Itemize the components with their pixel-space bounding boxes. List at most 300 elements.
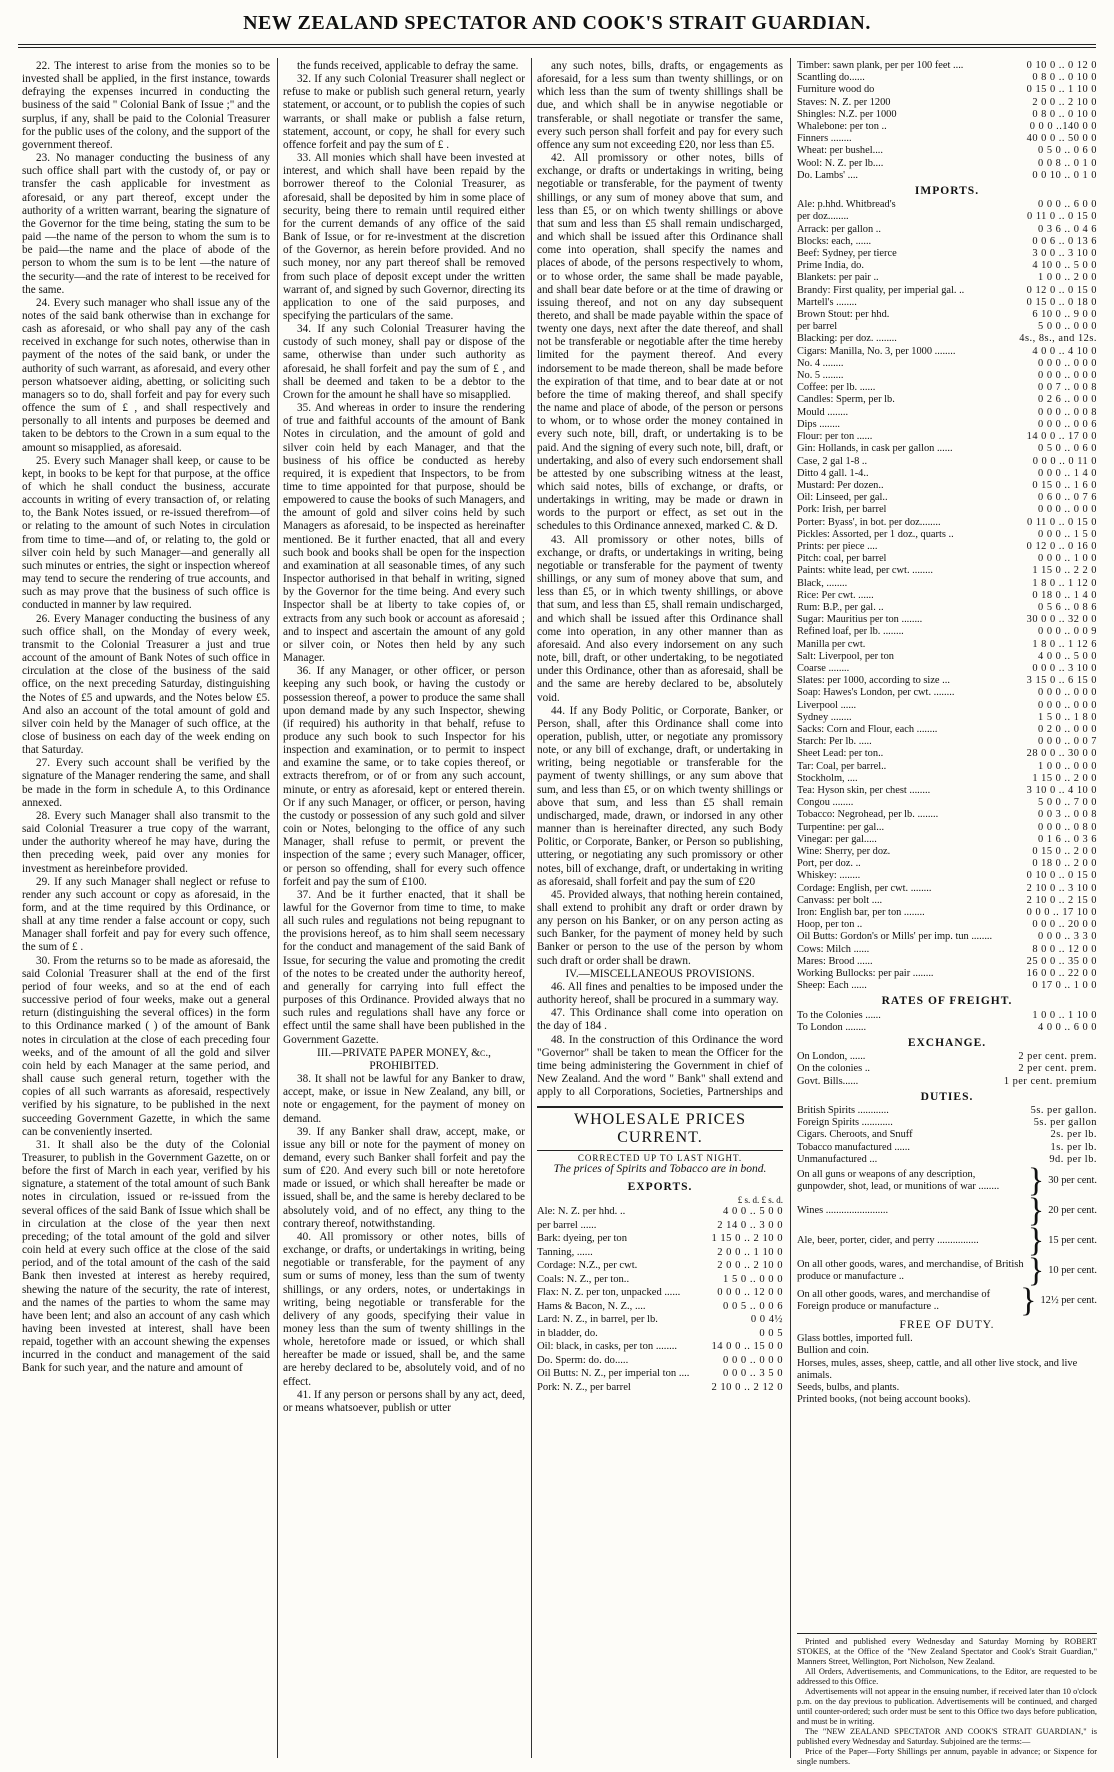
price-item-label: Black, ........ — [797, 577, 848, 589]
imprint-paragraph: All Orders, Advertisements, and Communications, to the Editor, are requested to be addressed to this Office. — [797, 1667, 1097, 1686]
price-item-value: 0 0 0 .. 0 0 8 — [1038, 406, 1097, 418]
price-item-value: 0 15 0 .. 1 10 0 — [1026, 84, 1097, 96]
price-item-label: Whiskey: ........ — [797, 870, 861, 882]
price-item-value: 0 0 4½ — [750, 1314, 783, 1325]
price-row — [797, 944, 1097, 956]
duty-group-items: On all other goods, wares, and merchandise, of British produce or manufacture .. — [797, 1258, 1024, 1283]
price-item-value: 0 0 0 .. 20 0 0 — [1032, 919, 1097, 931]
price-item-value: 0 0 0 .. 0 0 0 — [1038, 357, 1097, 369]
price-item-value: 2 per cent. prem. — [1018, 1063, 1097, 1075]
price-item-label: Ale: p.hhd. Whitbread's — [797, 199, 896, 211]
price-row — [797, 285, 1097, 297]
price-item-label: Canvass: per bolt .... — [797, 894, 883, 906]
price-item-value: 8 0 0 .. 12 0 0 — [1032, 943, 1097, 955]
price-item-label: Rice: Per cwt. ...... — [797, 589, 874, 601]
ordinance-paragraph: 36. If any Manager, or other officer, or person keeping any such book, or having the custody or possession thereof, a power to produce the same shall upon demand made by any such Inspector, shewing (if required) his authority in that behalf, refuse to produce any such book to such Inspector for his inspection and examination, or to permit to inspect and examine the same, or to take copies thereof, or extracts therefrom, or of or from any such account, minute, or entry as aforesaid, kept or entered therein. Or if any such Manager, or officer, or person, having the custody or possession of any such gold and silver coin or Notes, belonging to the office of any such Manager, shall refuse to permit, or prevent the inspection of the same ; every such Manager, officer, or person so offending, shall for every such offence forfeit and pay the sum of £100. — [283, 665, 525, 888]
price-item-label: To the Colonies ...... — [797, 1009, 881, 1021]
price-row — [797, 809, 1097, 821]
imports-list — [797, 199, 1097, 992]
price-row — [797, 1063, 1097, 1075]
price-item-label: Starch: Per lb. ..... — [797, 736, 872, 748]
price-item-label: Wool: N. Z. per lb.... — [797, 157, 884, 169]
price-item-label: Manilla per cwt. — [797, 638, 866, 650]
price-item-value: 4 0 0 .. 5 0 0 — [723, 1206, 783, 1217]
ordinance-paragraph: 27. Every such account shall be verified by the signature of the Manager rendering the same, and shall be made in the form in schedule A, to this Ordinance annexed. — [22, 757, 270, 809]
price-item-value: 1 15 0 .. 2 2 0 — [1032, 565, 1097, 577]
duty-group — [797, 1222, 1097, 1260]
duty-rate: 20 per cent. — [1048, 1204, 1097, 1216]
free-item: Printed books, (not being account books). — [797, 1394, 971, 1406]
price-item-label: Sugar: Mauritius per ton ........ — [797, 614, 923, 626]
price-item-label: Pork: N. Z., per barrel — [537, 1381, 631, 1393]
price-row — [797, 109, 1097, 121]
price-item-value: 0 0 0 .. 1 0 0 — [1038, 553, 1097, 565]
price-item-value: 0 0 0 .. 0 0 0 — [723, 1354, 783, 1366]
duty-group-items: On all guns or weapons of any description, gunpowder, shot, lead, or munitions of war ........ — [797, 1168, 1000, 1193]
price-row — [797, 456, 1097, 468]
price-item-label: Wheat: per bushel.... — [797, 145, 883, 157]
column-divider — [277, 58, 278, 1758]
price-item-value: 14 0 0 .. 15 0 0 — [711, 1341, 783, 1352]
price-row — [797, 883, 1097, 895]
price-item-label: To London ........ — [797, 1021, 867, 1033]
duty-group-items: Wines ........................ — [797, 1204, 889, 1216]
price-row — [797, 1022, 1097, 1034]
price-item-value: 0 0 8 .. 0 1 0 — [1038, 157, 1097, 169]
price-row — [797, 773, 1097, 785]
ordinance-column-2 — [283, 60, 525, 1760]
price-item-value: 1 15 0 .. 2 0 0 — [1032, 772, 1097, 784]
price-row — [537, 1327, 783, 1341]
price-item-value: 0 5 6 .. 0 8 6 — [1038, 601, 1097, 613]
price-item-label: Pickles: Assorted, per 1 doz., quarts .. — [797, 528, 954, 540]
price-row — [797, 1010, 1097, 1022]
price-row — [797, 541, 1097, 553]
price-item-value: 0 0 6 .. 0 13 6 — [1032, 235, 1097, 247]
price-item-label: Ditto 4 gall. 1-4.. — [797, 467, 869, 479]
ordinance-paragraph: 28. Every such Manager shall also transmit to the said Colonial Treasurer a true copy of the warrant, under the authority whereof he may have, during the then preceding week, paid over any monies for investment as hereinbefore provided. — [22, 809, 270, 875]
price-item-label: Case, 2 gal 1-8 .. — [797, 455, 868, 467]
price-item-value: 2 0 0 .. 1 10 0 — [717, 1246, 783, 1258]
ordinance-paragraph: 44. If any Body Politic, or Corporate, Banker, or Person, shall, after this Ordinance shall come into operation, publish, utter, or negotiate any promissory note, or any bill of exchange, draft, or undertaking in writing, being negotiable or transferable for the payment of twenty shillings, or any sum above that sum, and less than £5, or on which twenty shillings or above that sum, and less than £5 shall remain undischarged, made, drawn, or indorsed in any other manner than is hereinafter directed, any such Body Politic, or Corporate, Banker, or Person so publishing, uttering, or negotiating any such promissory or other notes, bill of exchange, draft, or undertaking in writing as aforesaid, shall forfeit and pay the sum of £20 — [537, 704, 783, 888]
duty-groups — [797, 1162, 1097, 1320]
price-item-value: 0 0 0 .. 0 11 0 — [1032, 455, 1097, 467]
price-row — [797, 60, 1097, 72]
ordinance-paragraph: 37. And be it further enacted, that it shall be lawful for the Governor from time to time, to make all such rules and regulations not being repugnant to the provisions hereof, as to him shall seem necessary for the conduct and management of the said Bank of Issue, for securing the value and promoting the credit of the notes to be created under the authority hereof, and generally for carrying into full effect the purposes of this Ordinance. Provided always that no such rules and regulations shall have any force or effect until the same shall have been published in the Government Gazette. — [283, 888, 525, 1046]
ordinance-paragraph: 22. The interest to arise from the monies so to be invested shall be applied, in the first instance, towards defraying the expenses incurred in conducting the business of the said " Colonial Bank of Issue ;" and the surplus, if any, shall be paid to the Colonial Treasurer for the public uses of the colony, and the support of the government thereof. — [22, 60, 270, 151]
price-item-value: 0 17 0 .. 1 0 0 — [1032, 980, 1097, 992]
price-item-value: 0 15 0 .. 2 0 0 — [1032, 846, 1097, 857]
price-item-label: Cordage: English, per cwt. ........ — [797, 882, 932, 894]
price-row — [797, 895, 1097, 907]
price-row — [797, 72, 1097, 84]
price-row — [797, 590, 1097, 602]
price-row — [797, 84, 1097, 96]
ordinance-paragraph: 42. All promissory or other notes, bills of exchange, or drafts or undertakings in writing, being negotiable or transferable, for the payment of twenty shillings, or any sum of money above that sum, and less than £5, or on which twenty shillings or above that sum and less than £5 shall remain undischarged, and which shall be issued after this Ordinance shall come into operation, shall specify the names and places of abode, of the persons respectively to whom, or to whose order, the same shall be made payable, and shall bear date before or at the time of drawing or issuing thereof, and not on any day subsequent thereto, and shall be made payable within the space of twenty one days, next after the date thereof, and shall not be transferable or negotiable after the time hereby limited for the payment thereof. And every indorsement to be made thereon, shall be made before the expiration of that time, and to bear date at or not before the time of making thereof, and shall specify the name and place of abode, of the person or persons to whom, or to whose order the money contained in every such note, bill, draft, or undertaking is to be paid. And the signing of every such note, bill, draft, or undertaking, and also of every such endorsement shall be attested by one subscribing witness at the least, which said notes, bills of exchange, or drafts, or undertakings in writing, may be made or drawn in words to the purport or effect, as set out in the schedules to this Ordinance annexed, marked C. & D. — [537, 152, 783, 533]
price-row — [797, 346, 1097, 358]
price-row — [797, 272, 1097, 284]
price-row — [797, 370, 1097, 382]
price-item-value: 16 0 0 .. 22 0 0 — [1026, 968, 1097, 980]
price-item-label: Cows: Milch ...... — [797, 943, 870, 955]
price-item-label: Pitch: coal, per barrel — [797, 553, 887, 565]
price-row — [797, 145, 1097, 157]
price-item-label: Ale: N. Z. per hhd. .. — [537, 1206, 626, 1217]
price-row — [797, 260, 1097, 272]
price-item-label: On London, ...... — [797, 1051, 866, 1063]
price-item-label: Tobacco manufactured ...... — [797, 1141, 910, 1153]
masthead-title: NEW ZEALAND SPECTATOR AND COOK'S STRAIT GUARDIAN. — [243, 12, 871, 34]
price-item-value: 0 10 0 .. 0 15 0 — [1026, 870, 1097, 882]
price-item-label: Stockholm, .... — [797, 772, 858, 784]
price-row — [797, 834, 1097, 846]
price-row — [797, 956, 1097, 968]
price-item-label: Furniture wood do — [797, 84, 875, 96]
price-row — [797, 321, 1097, 333]
price-item-value: 2 14 0 .. 3 0 0 — [717, 1219, 783, 1231]
price-item-label: Do. Sperm: do. do..... — [537, 1354, 629, 1366]
price-item-value: 1 15 0 .. 2 10 0 — [711, 1233, 783, 1244]
price-item-value: 2 per cent. prem. — [1018, 1051, 1097, 1063]
price-item-value: 0 0 5 .. 0 0 6 — [723, 1300, 783, 1312]
price-row — [797, 761, 1097, 773]
price-item-value: 0 0 0 .. 0 8 0 — [1038, 821, 1097, 833]
price-row — [797, 700, 1097, 712]
price-item-label: Tea: Hyson skin, per chest ........ — [797, 784, 931, 796]
price-row — [797, 858, 1097, 870]
price-item-value: 0 5 0 .. 0 6 0 — [1038, 145, 1097, 157]
price-row — [797, 736, 1097, 748]
price-row — [797, 639, 1097, 651]
price-item-label: Mustard: Per dozen.. — [797, 479, 884, 491]
price-item-value: 0 0 3 .. 0 0 8 — [1038, 809, 1097, 821]
price-item-value: 0 0 0 .. 12 0 0 — [717, 1287, 783, 1298]
price-item-label: Vinegar: per gal..... — [797, 833, 877, 845]
price-item-label: Hams & Bacon, N. Z., .... — [537, 1300, 646, 1312]
price-item-label: Staves: N. Z. per 1200 — [797, 96, 891, 108]
imports-heading: IMPORTS. — [914, 185, 980, 198]
imprint-paragraph: Advertisements will not appear in the ensuing number, if received later than 10 o'clock p.m. on the day previous to publication. Advertisements will be continued, and charged until counter-ordered; such order must be sent to this Office two days before publication, and must be in writing. — [797, 1687, 1097, 1726]
freight-heading: RATES OF FREIGHT. — [881, 995, 1013, 1008]
price-row — [797, 931, 1097, 943]
price-row — [797, 748, 1097, 760]
price-item-value: 3 15 0 .. 6 15 0 — [1026, 675, 1097, 687]
brace-glyph: } — [1027, 1222, 1045, 1260]
price-item-value: 0 15 0 .. 1 6 0 — [1032, 479, 1097, 491]
price-item-value: 0 0 0 .. 0 0 0 — [1038, 370, 1097, 382]
price-item-value: 5 0 0 .. 7 0 0 — [1038, 797, 1097, 809]
price-item-value: 1s. per lb. — [1050, 1141, 1097, 1153]
price-item-value: 0 11 0 .. 0 15 0 — [1027, 211, 1097, 223]
column-divider — [790, 58, 791, 1758]
freight-list — [797, 1010, 1097, 1034]
price-item-label: Sheet Lead: per ton.. — [797, 748, 884, 760]
price-item-value: 30 0 0 .. 32 0 0 — [1026, 614, 1097, 626]
price-item-value: 0 0 0 ..140 0 0 — [1029, 121, 1097, 133]
price-item-label: Dips ........ — [797, 418, 841, 430]
ordinance-paragraph: 43. All promissory or other notes, bills of exchange, or drafts, or undertakings in writing, being negotiable or transferable for the payment of twenty shillings, or any sum of money above that sum, and less than £5, or in which twenty shillings, or above that sum, and less than £5, shall remain undischarged, and which shall be issued after this Ordinance shall come into operation, in any other manner than as aforesaid. And also every indorsement on any such note, bill, draft, or other undertaking, to be negotiated under this Ordinance, other than as aforesaid, shall be and the same are hereby declared to be, absolutely void. — [537, 533, 783, 704]
price-item-label: Congou ........ — [797, 797, 854, 809]
prices-column-4 — [797, 60, 1097, 1407]
brace-glyph: } — [1027, 1162, 1045, 1200]
price-item-label: Oil Butts: N. Z., per imperial ton .... — [537, 1368, 690, 1379]
ordinance-paragraph: 46. All fines and penalties to be imposed under the authority hereof, shall be procured in a summary way. — [537, 980, 783, 1007]
ordinance-column-1 — [22, 60, 270, 1760]
price-item-value: 2 0 0 .. 2 10 0 — [1032, 96, 1097, 108]
brace-glyph: } — [1027, 1192, 1045, 1230]
price-row — [797, 675, 1097, 687]
price-row — [797, 822, 1097, 834]
price-item-value: 2s. per lb. — [1050, 1129, 1097, 1141]
price-item-label: Flax: N. Z. per ton, unpacked ...... — [537, 1287, 681, 1298]
duty-group-items: Ale, beer, porter, cider, and perry ................ — [797, 1234, 979, 1246]
price-row — [797, 663, 1097, 675]
price-row — [797, 529, 1097, 541]
ordinance-paragraph: 26. Every Manager conducting the business of any such office shall, on the Monday of every week, transmit to the Colonial Treasurer a just and true account of the amount of Bank Notes of such office in circulation at the close of the business of the said office, on the next preceding Saturday, distinguishing the Notes of £5 and upwards, and the Notes below £5. And also an account of the total amount of gold and silver coin held by the Manager of such office, at the close of business on each day of the week ending on that Saturday. — [22, 612, 270, 757]
price-item-value: 0 3 6 .. 0 4 6 — [1038, 223, 1097, 235]
price-item-value: 0 11 0 .. 0 15 0 — [1027, 516, 1097, 528]
duty-group — [797, 1282, 1097, 1320]
price-item-value: 1 0 0 .. 0 0 0 — [1038, 760, 1097, 772]
price-item-label: Oil Butts: Gordon's or Mills' per imp. tun ........ — [797, 931, 993, 943]
price-item-label: Paints: white lead, per cwt. ........ — [797, 565, 933, 577]
price-item-label: Gin: Hollands, in cask per gallon ...... — [797, 443, 953, 455]
price-row — [797, 121, 1097, 133]
price-item-value: 0 0 10 .. 0 1 0 — [1032, 169, 1097, 181]
wholesale-note: The prices of Spirits and Tobacco are in bond. — [553, 1163, 767, 1175]
price-row — [797, 1051, 1097, 1063]
price-item-label: On the colonies .. — [797, 1063, 871, 1075]
exports-heading: EXPORTS. — [627, 1181, 693, 1193]
price-item-label: Prints: per piece .... — [797, 540, 878, 552]
price-item-value: 4 10 0 .. 5 0 0 — [1032, 260, 1097, 272]
ordinance-paragraph: 40. All promissory or other notes, bills of exchange, or drafts, or undertakings in writing, being negotiable or transferable, for the payment of any sum or sums of money, less than the sum of twenty shillings, or any orders, notes, or undertakings in writing, being negotiable or transferable for the delivery of any goods, specifying their value in money less than the sum of twenty shillings in the whole, heretofore made or issued, or which shall hereafter be made or issued, shall be, and the same are hereby declared to be, absolutely void, and of no effect. — [283, 1230, 525, 1388]
price-row — [797, 224, 1097, 236]
price-row — [797, 407, 1097, 419]
price-row — [537, 1354, 783, 1368]
price-item-label: No. 5 ........ — [797, 370, 844, 382]
price-item-label: Whalebone: per ton .. — [797, 121, 887, 133]
ordinance-paragraph: 30. From the returns so to be made as aforesaid, the said Colonial Treasurer shall at the end of the first period of four weeks, and so at the end of each successive period of four weeks, make out a general return (distinguishing the several offices) in the form to this Ordinance marked ( ) of the amount of Bank notes in circulation at the close of each preceding four weeks, and of the amount of all the gold and silver coin held by each Manager at the same period, and shall cause such general return, together with the copies of all such warrants as aforesaid, respectively verified by his signature, to be published in the next succeeding Government Gazette, in which the same can be conveniently inserted. — [22, 954, 270, 1138]
price-item-label: Sydney ........ — [797, 711, 852, 723]
price-item-label: Scantling do...... — [797, 72, 865, 84]
ordinance-paragraph: 25. Every such Manager shall keep, or cause to be kept, in books to be kept for that purpose, at the office of which he shall conduct the business, accurate accounts in writing of every transaction of, or relating to, the Bank Notes issued, or re-issued therefrom—of or relating to the amount of such Notes in circulation from time to time—and of, or relating to, the gold or silver coin held by such Manager—and generally all such minutes or entries, the sight or inspection whereof may tend to secure the rendering of true accounts, and such as may prove that the business of such office is conducted in manner by law required. — [22, 454, 270, 612]
price-item-label: per doz........ — [797, 211, 849, 223]
price-item-value: 25 0 0 .. 35 0 0 — [1026, 955, 1097, 967]
duty-rate: 15 per cent. — [1048, 1234, 1097, 1246]
price-row — [537, 1367, 783, 1381]
price-row — [537, 1340, 783, 1354]
price-item-value: 0 0 5 — [759, 1327, 783, 1339]
ordinance-paragraph: any such notes, bills, drafts, or engagements as aforesaid, for a less sum than twenty shillings, or on which less than the sum of twenty shillings shall be due, and which shall be in anywise negotiable or transferable, or shall negotiate or transfer the same, every such person shall forfeit and pay for every such offence any sum not exceeding £20, nor less than £5. — [537, 60, 783, 151]
price-item-label: per barrel — [797, 321, 838, 333]
price-row — [537, 1313, 783, 1327]
price-row — [797, 492, 1097, 504]
price-row — [797, 980, 1097, 992]
imprint-paragraph: Printed and published every Wednesday and Saturday Morning by ROBERT STOKES, at the Office of the "New Zealand Spectator and Cook's Strait Guardian," Manners Street, Wellington, Port Nicholson, New Zealand. — [797, 1637, 1097, 1666]
price-item-label: Liverpool ...... — [797, 699, 857, 711]
price-item-label: Flour: per ton ...... — [797, 431, 873, 443]
ordinance-paragraph: 29. If any such Manager shall neglect or refuse to render any such account or copy as aforesaid, in the form, and at the time required by this Ordinance, or shall at any time render a false account or copy, such Manager shall forfeit and pay for every such offence, the sum of £ . — [22, 875, 270, 954]
price-row — [797, 358, 1097, 370]
price-item-label: Tanning, ...... — [537, 1246, 593, 1258]
duty-rate: 10 per cent. — [1048, 1264, 1097, 1276]
masthead-rule — [18, 44, 1096, 45]
price-item-value: 0 0 0 .. 0 0 7 — [1038, 736, 1097, 748]
price-item-value: 0 10 0 .. 0 12 0 — [1026, 60, 1097, 71]
duty-group — [797, 1252, 1097, 1290]
price-item-value: 28 0 0 .. 30 0 0 — [1026, 748, 1097, 760]
price-item-value: 0 0 0 .. 6 0 0 — [1038, 199, 1097, 211]
price-row — [797, 1105, 1097, 1117]
price-item-label: Sacks: Corn and Flour, each ........ — [797, 723, 938, 735]
price-item-label: Cigars: Manilla, No. 3, per 1000 ........ — [797, 345, 956, 357]
price-item-label: No. 4 ........ — [797, 357, 844, 369]
price-row — [797, 199, 1097, 211]
price-item-value: 1 5 0 .. 0 0 0 — [723, 1273, 783, 1285]
exchange-heading: EXCHANGE. — [907, 1037, 987, 1050]
ordinance-paragraph: 33. All monies which shall have been invested at interest, and which shall have been repaid by the borrower thereof to the Colonial Treasurer, as aforesaid, shall be deposited by him in some place of security, being there to remain until required either for the current demands of any office of the said Bank of Issue, or for re-investment at the discretion of the Governor, as herein before provided. And no such money, nor any part thereof shall be removed from such place of deposit except under the written warrant of, and signed by such Governor, directing its application to one of the said purposes, and specifying the particulars of the same. — [283, 152, 525, 322]
price-item-label: Govt. Bills...... — [797, 1075, 859, 1087]
price-item-value: 0 5 0 .. 0 6 0 — [1038, 443, 1097, 455]
price-item-label: Brown Stout: per hhd. — [797, 309, 890, 321]
price-row — [797, 133, 1097, 145]
price-item-label: Soap: Hawes's London, per cwt. ........ — [797, 687, 955, 699]
price-row — [537, 1219, 783, 1233]
price-item-value: 3 10 0 .. 4 10 0 — [1026, 784, 1097, 796]
price-row — [537, 1259, 783, 1273]
ordinance-paragraph: 38. It shall not be lawful for any Banker to draw, accept, make, or issue in New Zealand, any bill, or note or engagement, for the payment of money on demand. — [283, 1073, 525, 1125]
ordinance-paragraph: 47. This Ordinance shall come into operation on the day of 184 . — [537, 1007, 783, 1033]
price-row — [797, 394, 1097, 406]
price-item-value: 3 0 0 .. 3 10 0 — [1032, 248, 1097, 260]
ordinance-column-3 — [537, 60, 783, 1100]
price-row — [797, 211, 1097, 223]
price-item-value: 0 18 0 .. 1 4 0 — [1032, 589, 1097, 601]
price-item-label: Turpentine: per gal... — [797, 821, 885, 833]
price-row — [797, 97, 1097, 109]
price-item-label: Martell's ........ — [797, 296, 857, 308]
ordinance-paragraph: 45. Provided always, that nothing herein contained, shall extend to prohibit any draft or order drawn by any person on his Banker, or on any person acting as such Banker, for the payment of money held by such Banker or person to the use of the person by whom such draft or order shall be drawn. — [537, 888, 783, 967]
price-row — [797, 382, 1097, 394]
price-item-value: 0 0 0 .. 3 3 0 — [1038, 931, 1097, 943]
price-row — [797, 626, 1097, 638]
ordinance-paragraph: 23. No manager conducting the business of any such office shall part with the custody of, or pay or transfer the cash applicable for investment as aforesaid, or any part thereof, except under the authority of a written warrant, bearing the signature of the Governor for the time being, stating the sum to be paid —the name of the person to whom the sum is to be paid—the name and the place of abode of the person to whom the sum is to be lent —the nature of the security—and the rate of interest to be received for the same. — [22, 152, 270, 296]
price-item-value: 1 0 0 .. 2 0 0 — [1038, 272, 1097, 284]
price-row — [797, 170, 1097, 182]
price-item-value: 2 10 0 .. 3 10 0 — [1026, 882, 1097, 894]
price-item-value: 0 0 0 .. 3 5 0 — [723, 1368, 783, 1379]
price-row — [797, 1154, 1097, 1166]
price-item-label: Finners ........ — [797, 133, 852, 145]
duty-rate: 30 per cent. — [1048, 1174, 1097, 1186]
price-item-label: Beef: Sydney, per tierce — [797, 248, 897, 260]
ordinance-paragraph: 32. If any such Colonial Treasurer shall neglect or refuse to make or publish such general return, yearly statement, or account, or to publish the copies of such warrants, or shall make or publish a false return, statement, account, or copy, he shall for every such offence forfeit and pay the sum of £ . — [283, 73, 525, 151]
price-item-value: 40 0 0 .. 50 0 0 — [1026, 133, 1097, 145]
price-item-label: in bladder, do. — [537, 1327, 598, 1339]
price-item-label: Coals: N. Z., per ton.. — [537, 1273, 630, 1285]
price-item-value: 1 0 0 .. 1 10 0 — [1032, 1009, 1097, 1021]
price-row — [797, 309, 1097, 321]
price-item-label: Rum: B.P., per gal. .. — [797, 601, 884, 613]
price-row — [797, 846, 1097, 858]
brace-glyph: } — [1020, 1282, 1037, 1320]
ordinance-paragraph: the funds received, applicable to defray the same. — [297, 60, 519, 72]
price-item-value: 9d. per lb. — [1049, 1153, 1097, 1165]
price-row — [797, 504, 1097, 516]
price-item-label: Pork: Irish, per barrel — [797, 504, 887, 516]
price-item-value: 0 15 0 .. 0 18 0 — [1026, 296, 1097, 308]
duty-rate: 12½ per cent. — [1040, 1294, 1097, 1306]
price-row — [797, 419, 1097, 431]
price-item-value: 0 0 0 .. 17 10 0 — [1026, 907, 1097, 919]
price-item-value: 2 10 0 .. 2 12 0 — [711, 1381, 783, 1393]
price-item-label: Mould ........ — [797, 406, 849, 418]
price-row — [797, 724, 1097, 736]
price-item-value: 1 8 0 .. 1 12 6 — [1032, 638, 1097, 650]
brace-glyph: } — [1027, 1252, 1045, 1290]
price-row — [537, 1232, 783, 1246]
price-item-label: Coarse ........ — [797, 662, 850, 674]
duty-group-items: On all other goods, wares, and merchandise of Foreign produce or manufacture .. — [797, 1288, 991, 1313]
price-row — [537, 1273, 783, 1287]
price-item-label: Blocks: each, ...... — [797, 235, 872, 247]
price-item-value: 0 2 6 .. 0 0 0 — [1038, 394, 1097, 406]
price-row — [797, 712, 1097, 724]
ordinance-paragraph: 39. If any Banker shall draw, accept, make, or issue any bill or note for the payment of money on demand, every such Banker shall forfeit and pay the sum of £20. And every such bill or note heretofore made or issued, or which shall hereafter be made or issued, shall be, and the same is hereby declared to be absolutely void, and of no effect, any thing to the contrary thereof, notwithstanding. — [283, 1125, 525, 1230]
price-row — [797, 480, 1097, 492]
price-item-value: 0 0 0 .. 0 0 9 — [1038, 626, 1097, 638]
price-row — [797, 468, 1097, 480]
price-row — [797, 297, 1097, 309]
price-row — [797, 797, 1097, 809]
price-row — [797, 870, 1097, 882]
price-item-label: Do. Lambs' .... — [797, 169, 859, 181]
price-item-value: 2 0 0 .. 2 10 0 — [717, 1260, 783, 1271]
ordinance-paragraph: 24. Every such manager who shall issue any of the notes of the said bank otherwise than in exchange for cash as aforesaid, or who shall pay any of the cash received in exchange for such notes, otherwise than in payment of the notes of the said bank, or under the authority of such warrant, as aforesaid, and every other person whatsoever aiding, abetting, or soliciting such managers so to do, shall forfeit and pay for every such offence the sum of £ , and shall respectively and personally to all intents and purposes be deemed and taken to be debtors to the Crown in a sum equal to the amount so misapplied, as aforesaid. — [22, 296, 270, 454]
wholesale-subtitle: CORRECTED UP TO LAST NIGHT. — [577, 1153, 743, 1163]
price-item-value: 0 0 0 .. 0 0 0 — [1038, 699, 1097, 711]
price-item-value: 14 0 0 .. 17 0 0 — [1026, 431, 1097, 443]
price-item-label: Mares: Brood ...... — [797, 955, 873, 967]
price-item-label: Tobacco: Negrohead, per lb. ........ — [797, 809, 939, 821]
price-item-label: Slates: per 1000, according to size ... — [797, 675, 950, 687]
price-row — [797, 236, 1097, 248]
price-item-label: Bark: dyeing, per ton — [537, 1233, 628, 1244]
price-item-value: 0 12 0 .. 0 16 0 — [1026, 540, 1097, 552]
price-item-label: Working Bullocks: per pair ........ — [797, 968, 934, 980]
exports-continued-list — [797, 60, 1097, 182]
price-item-label: Refined loaf, per lb. ........ — [797, 626, 904, 638]
price-row — [797, 158, 1097, 170]
price-item-label: Lard: N. Z., in barrel, per lb. — [537, 1314, 658, 1325]
imprint-paragraph: Price of the Paper—Forty Shillings per annum, payable in advance; or Sixpence for single numbers. — [797, 1747, 1097, 1766]
price-item-value: 0 12 0 .. 0 15 0 — [1026, 284, 1097, 296]
price-item-value: 6 10 0 .. 9 0 0 — [1032, 309, 1097, 321]
price-item-value: 0 0 0 .. 0 0 0 — [1038, 687, 1097, 699]
price-item-value: 4s., 8s., and 12s. — [1019, 333, 1097, 345]
ordinance-paragraph: III.—PRIVATE PAPER MONEY, &c., PROHIBITED. — [317, 1046, 491, 1072]
price-item-value: 0 18 0 .. 2 0 0 — [1032, 858, 1097, 870]
free-of-duty-list — [797, 1333, 1097, 1406]
duty-group — [797, 1162, 1097, 1200]
price-item-value: 0 0 0 .. 1 5 0 — [1038, 528, 1097, 540]
price-item-label: Candles: Sperm, per lb. — [797, 394, 895, 406]
price-item-value: 0 6 0 .. 0 7 6 — [1038, 492, 1097, 504]
price-row — [797, 443, 1097, 455]
price-row — [537, 1286, 783, 1300]
price-item-label: Blankets: per pair .. — [797, 272, 879, 284]
